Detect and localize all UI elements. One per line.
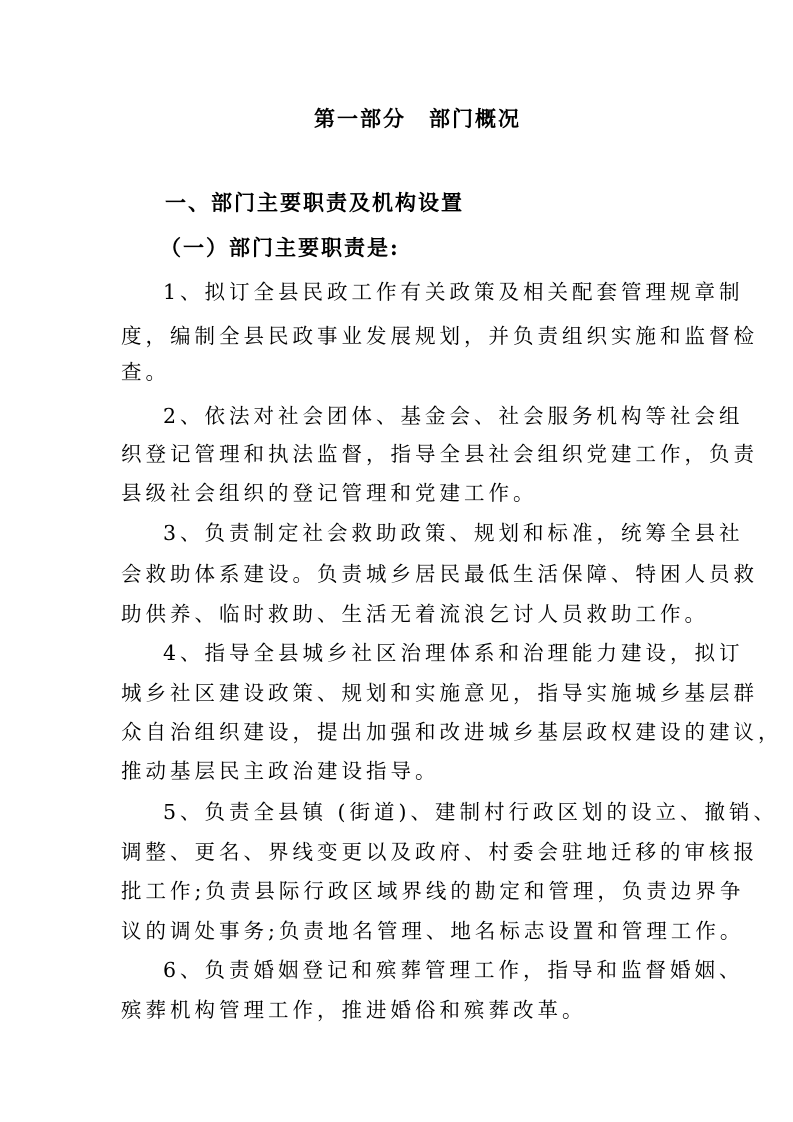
body-line: 议的调处事务;负责地名管理、地名标志设置和管理工作。: [121, 919, 745, 943]
body-line: 会救助体系建设。负责城乡居民最低生活保障、特困人员救: [121, 562, 758, 586]
body-line: 殡葬机构管理工作，推进婚俗和殡葬改革。: [121, 998, 587, 1022]
body-line: 5、负责全县镇 (街道)、建制村行政区划的设立、撤销、: [163, 800, 779, 824]
body-line: 4、指导全县城乡社区治理体系和治理能力建设，拟订: [163, 641, 744, 665]
body-line: 6、负责婚姻登记和殡葬管理工作，指导和监督婚姻、: [163, 958, 744, 982]
body-line: 度，编制全县民政事业发展规划，并负责组织实施和监督检: [121, 324, 758, 348]
body-line: 助供养、临时救助、生活无着流浪乞讨人员救助工作。: [121, 602, 709, 626]
body-line: 调整、更名、界线变更以及政府、村委会驻地迁移的审核报: [121, 840, 758, 864]
body-line: 城乡社区建设政策、规划和实施意见，指导实施城乡基层群: [121, 681, 758, 705]
body-line: 2、依法对社会团体、基金会、社会服务机构等社会组: [163, 404, 744, 428]
body-line: 3、负责制定社会救助政策、规划和标准，统筹全县社: [163, 521, 744, 545]
body-line: 批工作;负责县际行政区域界线的勘定和管理，负责边界争: [121, 879, 745, 903]
section-heading: 一、部门主要职责及机构设置: [165, 190, 464, 215]
body-line: 织登记管理和执法监督，指导全县社会组织党建工作，负责: [121, 442, 758, 466]
page-title: 第一部分 部门概况: [314, 106, 521, 131]
subsection-heading: （一）部门主要职责是:: [160, 235, 400, 260]
body-line: 推动基层民主政治建设指导。: [121, 759, 440, 783]
body-line: 查。: [121, 360, 170, 384]
body-line: 众自治组织建设，提出加强和改进城乡基层政权建设的建议，: [121, 720, 783, 744]
body-line: 县级社会组织的登记管理和党建工作。: [121, 481, 538, 505]
body-line: 1、拟订全县民政工作有关政策及相关配套管理规章制: [163, 280, 744, 304]
